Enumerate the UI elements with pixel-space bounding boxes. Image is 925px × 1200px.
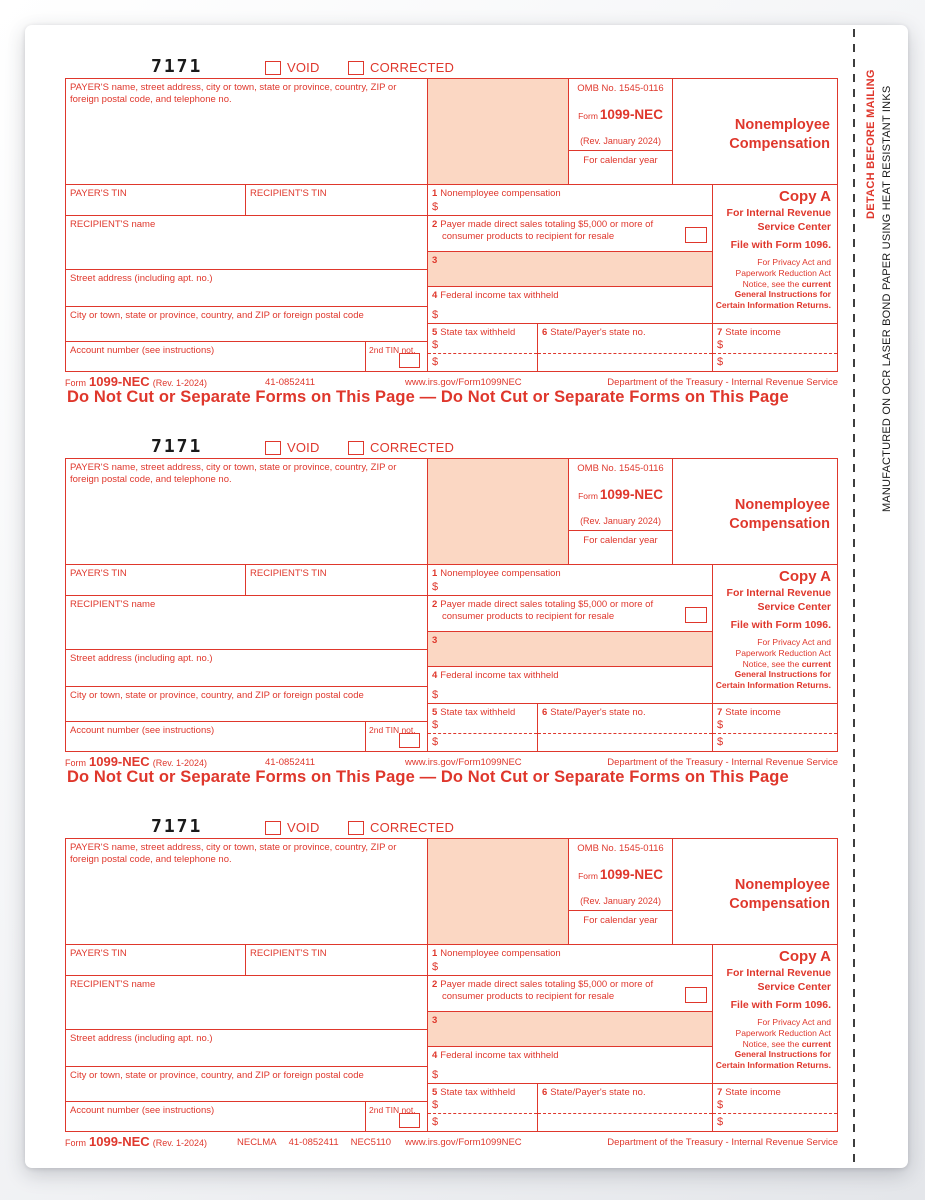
footer-department: Department of the Treasury - Internal Revenue Service [607,1137,838,1148]
recipient-name-field [66,975,428,1029]
corrected-checkbox-group [348,440,454,455]
box5-dashed-divider [428,733,537,734]
form-grid [65,458,838,752]
box6-number: 6 [542,1087,548,1098]
footer-irs-url: www.irs.gov/Form1099NEC [405,1137,522,1148]
box6-dashed-divider [538,1113,712,1114]
copy-a-block [713,944,837,1083]
omb-box [569,79,673,151]
second-tin-checkbox [399,1113,420,1128]
omb-box [569,459,673,531]
footer-form-word: Form [65,758,86,768]
recipient-tin-label: RECIPIENT'S TIN [250,188,327,199]
city-label: City or town, state or province, country, and ZIP or foreign postal code [70,1070,364,1081]
payer-tin-label: PAYER'S TIN [70,568,127,579]
form-code-row [65,818,838,838]
footer-revision: (Rev. 1-2024) [152,1138,208,1148]
box5-state-tax-withheld [428,323,538,371]
void-checkbox [265,61,281,75]
box5-dashed-divider [428,353,537,354]
box7-label: 7 State income [717,1087,781,1098]
form-number: 1099-NEC [599,107,663,122]
box4-federal-tax-withheld [428,1046,713,1083]
void-checkbox-group [265,440,320,455]
box4-dollar-sign: $ [432,689,439,701]
do-not-cut-warning: Do Not Cut or Separate Forms on This Page — Do Not Cut or Separate Forms on This Page [67,768,789,786]
box2-direct-sales [428,975,713,1011]
form-grid [65,78,838,372]
form-grid [65,838,838,1132]
box2-checkbox [685,607,707,623]
second-tin-label: 2nd TIN not. [369,1105,416,1115]
box7-dashed-divider [713,353,837,354]
account-number-label: Account number (see instructions) [70,345,215,356]
payer-info-label: PAYER'S name, street address, city or town, state or province, country, ZIP or foreign postal code, and telephone no. [70,82,397,105]
recipient-name-label: RECIPIENT'S name [70,979,156,990]
box4-federal-tax-withheld [428,286,713,323]
box7-number: 7 [717,1087,723,1098]
city-field [66,1066,428,1101]
recipient-tin-label: RECIPIENT'S TIN [250,568,327,579]
recipient-name-field [66,215,428,269]
box4-number: 4 [432,670,438,681]
copy-a-file-with: File with Form 1096. [730,239,831,252]
second-tin-field [366,721,428,751]
box7-number: 7 [717,327,723,338]
copy-a-block [713,564,837,703]
recipient-tin-field [246,184,428,215]
footer-irs-url: www.irs.gov/Form1099NEC [405,377,522,388]
form-title-line2: Compensation [729,896,830,912]
box3-number: 3 [432,635,438,646]
account-number-field [66,1101,366,1131]
box5-label: 5 State tax withheld [432,327,516,338]
footer-codes [237,1137,391,1148]
street-address-label: Street address (including apt. no.) [70,273,213,284]
street-address-label: Street address (including apt. no.) [70,1033,213,1044]
box7-dollar-sign-top: $ [717,1099,724,1111]
corrected-label: CORRECTED [370,440,455,455]
box4-number: 4 [432,290,438,301]
second-tin-field [366,341,428,371]
form-title-line2: Compensation [729,136,830,152]
box6-label: 6 State/Payer's state no. [542,327,646,338]
payer-info-label: PAYER'S name, street address, city or town, state or province, country, ZIP or foreign postal code, and telephone no. [70,842,397,865]
box1-label: 1 Nonemployee compensation [432,948,561,959]
box3-label [428,632,712,647]
second-tin-field [366,1101,428,1131]
form-sheet [25,25,908,1168]
void-label: VOID [287,820,320,835]
footer-department: Department of the Treasury - Internal Revenue Service [607,757,838,768]
copy-a-privacy-notice: For Privacy Act and Paperwork Reduction Act Notice, see the current General Instructions for Certain Information Returns. [715,1017,831,1070]
footer-print-code-right: NEC5110 [350,1137,392,1148]
recipient-name-field [66,595,428,649]
box7-label: 7 State income [717,327,781,338]
box4-federal-tax-withheld [428,666,713,703]
box3-label [428,1012,712,1027]
copy-a-title: Copy A [779,188,831,205]
box6-dashed-divider [538,733,712,734]
recipient-name-label: RECIPIENT'S name [70,219,156,230]
form-title [673,839,837,944]
box7-dollar-sign-bottom: $ [717,1116,724,1128]
form-footer [65,1134,838,1150]
box6-dashed-divider [538,353,712,354]
payer-tin-field [66,564,246,595]
void-checkbox [265,441,281,455]
second-tin-label: 2nd TIN not. [369,345,416,355]
second-tin-checkbox [399,733,420,748]
footer-revision: (Rev. 1-2024) [152,378,208,388]
form-print-code: 7171 [151,56,203,77]
box5-number: 5 [432,327,438,338]
payer-tin-field [66,184,246,215]
form-code-row [65,438,838,458]
box5-dollar-sign-bottom: $ [432,736,439,748]
footer-form-word: Form [65,378,86,388]
form-word: Form [578,491,598,501]
void-checkbox-group [265,60,320,75]
form-number: 1099-NEC [599,487,663,502]
box1-nonemployee-compensation [428,944,713,975]
box6-state-payer-number [538,323,713,371]
box5-dollar-sign-bottom: $ [432,1116,439,1128]
account-number-field [66,721,366,751]
form-print-code: 7171 [151,816,203,837]
box5-number: 5 [432,707,438,718]
payer-tin-field [66,944,246,975]
footer-codes [265,377,315,388]
box2-direct-sales [428,595,713,631]
box5-dollar-sign-bottom: $ [432,356,439,368]
box1-number: 1 [432,188,438,199]
box6-state-payer-number [538,703,713,751]
footer-form-number: 1099-NEC [89,1134,150,1149]
box4-label: 4 Federal income tax withheld [432,290,559,301]
box1-dollar-sign: $ [432,581,439,593]
second-tin-checkbox [399,353,420,368]
box5-dollar-sign-top: $ [432,339,439,351]
street-address-label: Street address (including apt. no.) [70,653,213,664]
form-number-line [578,486,663,504]
box7-state-income [713,703,837,751]
box1-dollar-sign: $ [432,201,439,213]
box1-number: 1 [432,948,438,959]
footer-form-id [65,1134,207,1149]
footer-codes [265,757,315,768]
footer-revision: (Rev. 1-2024) [152,758,208,768]
payer-tin-label: PAYER'S TIN [70,188,127,199]
calendar-year-box: For calendar year [569,531,673,564]
account-number-label: Account number (see instructions) [70,1105,215,1116]
box6-number: 6 [542,327,548,338]
payer-info-field [66,79,428,184]
box7-dashed-divider [713,733,837,734]
shaded-header-box [428,79,569,184]
box6-label: 6 State/Payer's state no. [542,1087,646,1098]
street-address-field [66,649,428,686]
form-number-line [578,866,663,884]
box7-state-income [713,323,837,371]
footer-catalog-number: 41-0852411 [265,377,316,388]
omb-number: OMB No. 1545-0116 [577,463,664,474]
copy-a-title: Copy A [779,948,831,965]
omb-number: OMB No. 1545-0116 [577,843,664,854]
copy-a-file-with: File with Form 1096. [730,999,831,1012]
account-number-field [66,341,366,371]
recipient-tin-label: RECIPIENT'S TIN [250,948,327,959]
box5-dollar-sign-top: $ [432,1099,439,1111]
box1-nonemployee-compensation [428,184,713,215]
box2-number: 2 [432,979,438,990]
box7-dollar-sign-top: $ [717,719,724,731]
form-title [673,459,837,564]
revision-date: (Rev. January 2024) [580,516,661,526]
box5-number: 5 [432,1087,438,1098]
revision-date: (Rev. January 2024) [580,136,661,146]
corrected-checkbox [348,61,364,75]
box7-dashed-divider [713,1113,837,1114]
form-1099nec-copy-a [65,438,838,796]
box1-label: 1 Nonemployee compensation [432,568,561,579]
form-title [673,79,837,184]
footer-print-code-left: NECLMA [237,1137,277,1148]
omb-box [569,839,673,911]
city-label: City or town, state or province, country, and ZIP or foreign postal code [70,690,364,701]
recipient-tin-field [246,564,428,595]
box2-checkbox [685,227,707,243]
copy-a-title: Copy A [779,568,831,585]
box5-dollar-sign-top: $ [432,719,439,731]
footer-department: Department of the Treasury - Internal Revenue Service [607,377,838,388]
box7-label: 7 State income [717,707,781,718]
box7-state-income [713,1083,837,1131]
shaded-header-box [428,459,569,564]
box1-nonemployee-compensation [428,564,713,595]
footer-catalog-number: 41-0852411 [288,1137,339,1148]
form-number-line [578,106,663,124]
payer-tin-label: PAYER'S TIN [70,948,127,959]
footer-form-number: 1099-NEC [89,754,150,769]
box3-label [428,252,712,267]
form-code-row [65,58,838,78]
box6-number: 6 [542,707,548,718]
corrected-label: CORRECTED [370,60,455,75]
shaded-header-box [428,839,569,944]
detach-before-mailing-text: DETACH BEFORE MAILING [865,69,877,219]
box6-state-payer-number [538,1083,713,1131]
payer-info-field [66,459,428,564]
paper-manufacture-text: MANUFACTURED ON OCR LASER BOND PAPER USING HEAT RESISTANT INKS [881,85,893,512]
footer-form-number: 1099-NEC [89,374,150,389]
calendar-year-box: For calendar year [569,911,673,944]
box1-number: 1 [432,568,438,579]
revision-date: (Rev. January 2024) [580,896,661,906]
corrected-label: CORRECTED [370,820,455,835]
form-title-line1: Nonemployee [734,877,830,893]
copy-a-privacy-notice: For Privacy Act and Paperwork Reduction Act Notice, see the current General Instructions for Certain Information Returns. [715,257,831,310]
box4-label: 4 Federal income tax withheld [432,670,559,681]
copy-a-file-with: File with Form 1096. [730,619,831,632]
box4-dollar-sign: $ [432,309,439,321]
box2-number: 2 [432,219,438,230]
box2-label: 2 Payer made direct sales totaling $5,000 or more of consumer products to recipient for resale [432,219,654,242]
account-number-label: Account number (see instructions) [70,725,215,736]
form-1099nec-copy-a [65,58,838,416]
box7-dollar-sign-bottom: $ [717,736,724,748]
payer-info-field [66,839,428,944]
box7-number: 7 [717,707,723,718]
box5-label: 5 State tax withheld [432,1087,516,1098]
calendar-year-box: For calendar year [569,151,673,184]
copy-a-irs-center: For Internal Revenue Service Center [726,207,831,233]
form-title-line1: Nonemployee [734,117,830,133]
form-word: Form [578,111,598,121]
box1-dollar-sign: $ [432,961,439,973]
corrected-checkbox [348,441,364,455]
void-checkbox-group [265,820,320,835]
form-title-line1: Nonemployee [734,497,830,513]
box6-label: 6 State/Payer's state no. [542,707,646,718]
box4-label: 4 Federal income tax withheld [432,1050,559,1061]
void-checkbox [265,821,281,835]
copy-a-irs-center: For Internal Revenue Service Center [726,967,831,993]
box3-number: 3 [432,1015,438,1026]
box2-label: 2 Payer made direct sales totaling $5,000 or more of consumer products to recipient for resale [432,979,654,1002]
box2-checkbox [685,987,707,1003]
void-label: VOID [287,440,320,455]
box5-state-tax-withheld [428,703,538,751]
city-field [66,306,428,341]
footer-irs-url: www.irs.gov/Form1099NEC [405,757,522,768]
box5-state-tax-withheld [428,1083,538,1131]
payer-info-label: PAYER'S name, street address, city or town, state or province, country, ZIP or foreign postal code, and telephone no. [70,462,397,485]
recipient-tin-field [246,944,428,975]
corrected-checkbox [348,821,364,835]
footer-catalog-number: 41-0852411 [265,757,316,768]
box3-shaded [428,1011,713,1046]
box5-dashed-divider [428,1113,537,1114]
box2-label: 2 Payer made direct sales totaling $5,000 or more of consumer products to recipient for resale [432,599,654,622]
box2-number: 2 [432,599,438,610]
box4-number: 4 [432,1050,438,1061]
recipient-name-label: RECIPIENT'S name [70,599,156,610]
box5-label: 5 State tax withheld [432,707,516,718]
city-field [66,686,428,721]
second-tin-label: 2nd TIN not. [369,725,416,735]
box1-label: 1 Nonemployee compensation [432,188,561,199]
form-word: Form [578,871,598,881]
do-not-cut-warning: Do Not Cut or Separate Forms on This Page — Do Not Cut or Separate Forms on This Page [67,388,789,406]
box3-shaded [428,251,713,286]
box3-shaded [428,631,713,666]
corrected-checkbox-group [348,60,454,75]
corrected-checkbox-group [348,820,454,835]
footer-form-id [65,374,207,389]
city-label: City or town, state or province, country, and ZIP or foreign postal code [70,310,364,321]
omb-number: OMB No. 1545-0116 [577,83,664,94]
copy-a-privacy-notice: For Privacy Act and Paperwork Reduction Act Notice, see the current General Instructions for Certain Information Returns. [715,637,831,690]
perforation-dashed-line [853,29,855,1164]
box7-dollar-sign-top: $ [717,339,724,351]
box2-direct-sales [428,215,713,251]
box3-number: 3 [432,255,438,266]
copy-a-irs-center: For Internal Revenue Service Center [726,587,831,613]
copy-a-block [713,184,837,323]
street-address-field [66,1029,428,1066]
form-title-line2: Compensation [729,516,830,532]
form-1099nec-copy-a [65,818,838,1176]
form-number: 1099-NEC [599,867,663,882]
form-print-code: 7171 [151,436,203,457]
footer-form-id [65,754,207,769]
box7-dollar-sign-bottom: $ [717,356,724,368]
box4-dollar-sign: $ [432,1069,439,1081]
street-address-field [66,269,428,306]
footer-form-word: Form [65,1138,86,1148]
void-label: VOID [287,60,320,75]
